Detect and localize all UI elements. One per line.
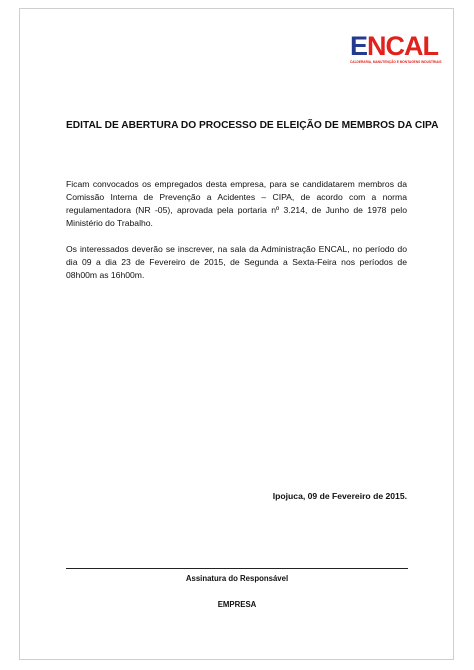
paragraph-registration: Os interessados deverão se inscrever, na sala da Administração ENCAL, no período do dia 09 a dia 23 de Fevereiro de 2015, de Segunda a Sexta-Feira nos períodos de 08h00m as 16h00m.: [66, 244, 407, 280]
logo-rest: NCAL: [367, 31, 439, 61]
logo-wordmark: [350, 31, 439, 61]
logo-tagline: CALDERARIA, MANUTENÇÃO E MONTAGENS INDUSTRIAIS: [350, 60, 442, 64]
logo-first-letter: E: [350, 31, 368, 61]
company-logo: [350, 31, 442, 65]
signature-label: Assinatura do Responsável: [185, 574, 289, 583]
document-title: EDITAL DE ABERTURA DO PROCESSO DE ELEIÇÃO DE MEMBROS DA CIPA: [66, 120, 439, 131]
company-label: EMPRESA: [217, 600, 257, 609]
page-border: [19, 8, 454, 660]
place-date: Ipojuca, 09 de Fevereiro de 2015.: [272, 491, 407, 501]
signature-line: [66, 568, 408, 569]
paragraph-convocation: Ficam convocados os empregados desta empresa, para se candidatarem membros da Comissão Interna de Prevenção a Acidentes – CIPA, de acordo com a norma regulamentadora (NR -05), aprovada pela portaria nº 3.214, de Junho de 1978 pelo Ministério do Trabalho.: [66, 179, 407, 228]
